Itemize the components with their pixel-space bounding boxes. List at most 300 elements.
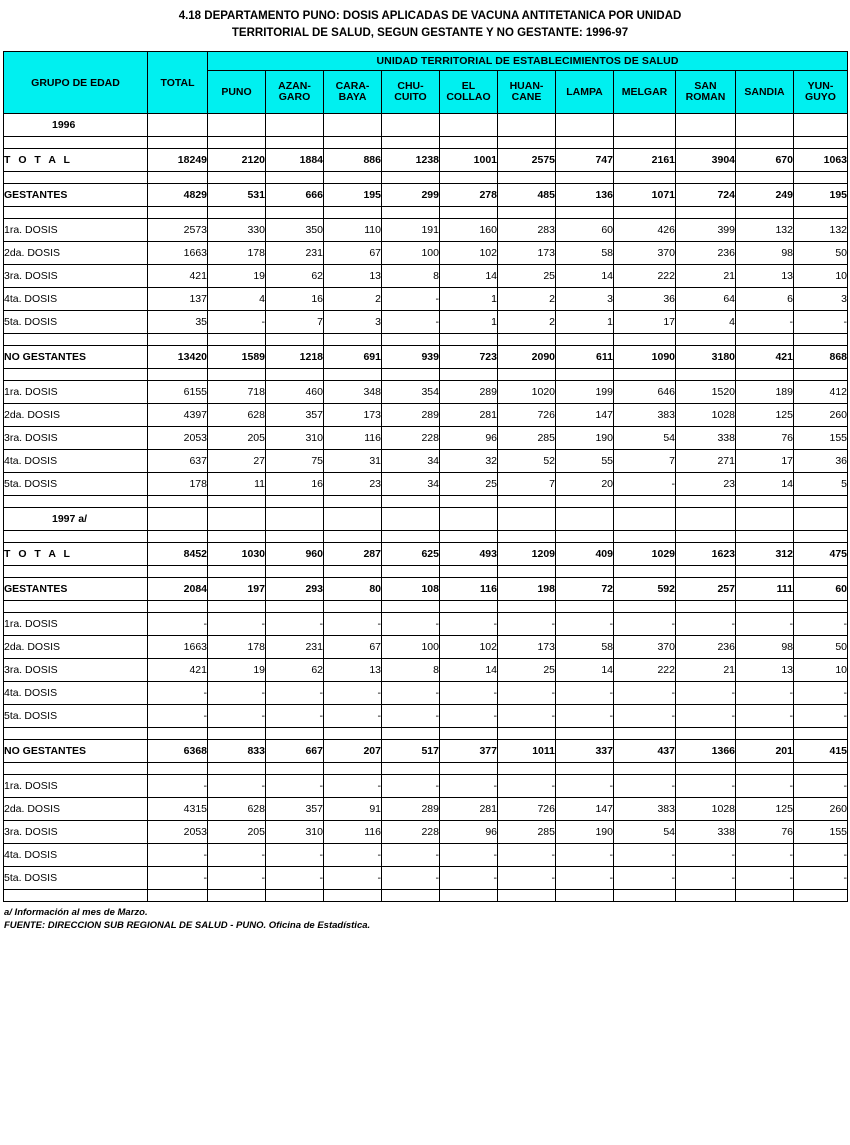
row-value: 485	[498, 184, 556, 207]
row-value: -	[736, 682, 794, 705]
row-value: 178	[148, 473, 208, 496]
spacer-cell	[498, 763, 556, 775]
row-label: 3ra. DOSIS	[4, 659, 148, 682]
row-value: 726	[498, 798, 556, 821]
spacer-cell	[794, 496, 848, 508]
row-value: 2120	[208, 149, 266, 172]
row-value: 31	[324, 450, 382, 473]
spacer-cell	[794, 763, 848, 775]
row-value: 1218	[266, 346, 324, 369]
row-value: 32	[440, 450, 498, 473]
row-value: -	[498, 775, 556, 798]
spacer-cell	[382, 531, 440, 543]
row-value: 939	[382, 346, 440, 369]
spacer-cell	[208, 207, 266, 219]
row-value: 289	[440, 381, 498, 404]
row-value: 155	[794, 427, 848, 450]
row-value: 198	[498, 578, 556, 601]
table-row	[4, 867, 848, 890]
row-value: 60	[794, 578, 848, 601]
row-value: -	[556, 705, 614, 728]
row-value: 10	[794, 265, 848, 288]
row-label: NO GESTANTES	[4, 346, 148, 369]
row-value: -	[614, 473, 676, 496]
header-column-cuito	[382, 71, 440, 114]
spacer-label-cell	[4, 763, 148, 775]
row-value	[208, 114, 266, 137]
spacer-cell	[208, 496, 266, 508]
spacer-cell	[498, 334, 556, 346]
header-column-line2: MELGAR	[621, 85, 668, 98]
row-value: 1663	[148, 636, 208, 659]
header-column-melgar	[614, 71, 676, 114]
row-value: -	[736, 705, 794, 728]
row-value	[676, 114, 736, 137]
row-value: 116	[324, 427, 382, 450]
row-value: -	[498, 705, 556, 728]
spacer-label-cell	[4, 566, 148, 578]
row-value	[794, 114, 848, 137]
row-value: 592	[614, 578, 676, 601]
row-value: 1028	[676, 404, 736, 427]
row-value: -	[324, 705, 382, 728]
header-column-collao	[440, 71, 498, 114]
spacer-label-cell	[4, 531, 148, 543]
row-value: 108	[382, 578, 440, 601]
spacer-cell	[614, 496, 676, 508]
row-value: 437	[614, 740, 676, 763]
table-row	[4, 821, 848, 844]
row-value: 460	[266, 381, 324, 404]
row-value: 125	[736, 404, 794, 427]
page-title	[0, 0, 850, 42]
spacer-cell	[614, 566, 676, 578]
header-column-line2: CUITO	[394, 91, 427, 103]
spacer-cell	[614, 890, 676, 902]
header-column-guyo	[794, 71, 848, 114]
row-value: 337	[556, 740, 614, 763]
row-value: 173	[324, 404, 382, 427]
row-value: 1020	[498, 381, 556, 404]
row-label: 4ta. DOSIS	[4, 450, 148, 473]
title-line-2: TERRITORIAL DE SALUD, SEGUN GESTANTE Y NO GESTANTE: 1996-97	[231, 27, 629, 39]
spacer-cell	[440, 207, 498, 219]
spacer-cell	[266, 890, 324, 902]
spacer-cell	[266, 728, 324, 740]
table-row	[4, 450, 848, 473]
row-value: 173	[498, 636, 556, 659]
row-value: 96	[440, 821, 498, 844]
row-value: 14	[440, 659, 498, 682]
row-value: 628	[208, 798, 266, 821]
row-value: 421	[736, 346, 794, 369]
row-value: 236	[676, 242, 736, 265]
row-value: -	[498, 613, 556, 636]
table-spacer-row	[4, 601, 848, 613]
row-value: 160	[440, 219, 498, 242]
spacer-cell	[676, 207, 736, 219]
row-value: -	[498, 682, 556, 705]
row-value: 54	[614, 821, 676, 844]
row-value: -	[148, 613, 208, 636]
header-column-line2: GARO	[278, 91, 311, 103]
spacer-cell	[498, 531, 556, 543]
row-value: 98	[736, 636, 794, 659]
spacer-cell	[208, 172, 266, 184]
row-value: 23	[324, 473, 382, 496]
row-value: -	[556, 844, 614, 867]
spacer-cell	[208, 728, 266, 740]
spacer-cell	[736, 763, 794, 775]
spacer-cell	[208, 890, 266, 902]
spacer-cell	[676, 890, 736, 902]
data-table	[3, 51, 848, 902]
row-value: 191	[382, 219, 440, 242]
row-value	[440, 114, 498, 137]
row-value: 691	[324, 346, 382, 369]
table-row	[4, 543, 848, 566]
spacer-cell	[148, 137, 208, 149]
header-column-line2: GUYO	[805, 91, 836, 103]
spacer-cell	[324, 890, 382, 902]
row-value: -	[614, 705, 676, 728]
spacer-label-cell	[4, 137, 148, 149]
row-value: 178	[208, 636, 266, 659]
row-value: -	[736, 844, 794, 867]
row-value: -	[614, 682, 676, 705]
row-value: 100	[382, 636, 440, 659]
row-value: 25	[498, 659, 556, 682]
row-value: 228	[382, 821, 440, 844]
row-value: 231	[266, 636, 324, 659]
header-span-unidad: UNIDAD TERRITORIAL DE ESTABLECIMIENTOS DE SALUD	[208, 52, 848, 71]
row-value: 14	[736, 473, 794, 496]
row-value: 205	[208, 821, 266, 844]
row-value: 4	[676, 311, 736, 334]
row-value: 102	[440, 242, 498, 265]
spacer-cell	[148, 890, 208, 902]
row-value: 724	[676, 184, 736, 207]
row-label: 1997 a/	[4, 508, 148, 531]
row-value: 1884	[266, 149, 324, 172]
row-value: 625	[382, 543, 440, 566]
row-value: 1011	[498, 740, 556, 763]
spacer-cell	[440, 566, 498, 578]
row-value: 370	[614, 242, 676, 265]
spacer-cell	[556, 566, 614, 578]
row-value: 25	[498, 265, 556, 288]
table-row	[4, 578, 848, 601]
row-value: 260	[794, 798, 848, 821]
table-row	[4, 705, 848, 728]
row-value: -	[382, 682, 440, 705]
row-value: 16	[266, 473, 324, 496]
spacer-cell	[676, 601, 736, 613]
row-value: 50	[794, 636, 848, 659]
row-value: -	[382, 844, 440, 867]
spacer-cell	[498, 496, 556, 508]
row-value: 257	[676, 578, 736, 601]
row-value: 55	[556, 450, 614, 473]
row-value: -	[440, 613, 498, 636]
row-value: -	[736, 613, 794, 636]
spacer-cell	[440, 496, 498, 508]
spacer-cell	[736, 137, 794, 149]
row-value: 76	[736, 427, 794, 450]
spacer-cell	[208, 334, 266, 346]
spacer-label-cell	[4, 496, 148, 508]
row-value: 338	[676, 427, 736, 450]
row-value: -	[382, 311, 440, 334]
row-value: 1520	[676, 381, 736, 404]
header-column-garo	[266, 71, 324, 114]
row-value: -	[266, 613, 324, 636]
row-value	[208, 508, 266, 531]
row-value	[614, 508, 676, 531]
row-label: 1996	[4, 114, 148, 137]
row-value: 833	[208, 740, 266, 763]
table-row	[4, 219, 848, 242]
spacer-cell	[266, 496, 324, 508]
row-value: 1366	[676, 740, 736, 763]
row-value: 3	[794, 288, 848, 311]
row-value: -	[382, 867, 440, 890]
table-row	[4, 184, 848, 207]
spacer-cell	[382, 334, 440, 346]
row-value	[676, 508, 736, 531]
row-value: 2	[498, 311, 556, 334]
header-column-line1: YUN-	[807, 80, 834, 92]
spacer-cell	[614, 531, 676, 543]
spacer-cell	[556, 369, 614, 381]
header-column-line2: LAMPA	[566, 85, 603, 98]
spacer-cell	[614, 207, 676, 219]
row-value: 18249	[148, 149, 208, 172]
spacer-cell	[324, 496, 382, 508]
row-value: 20	[556, 473, 614, 496]
row-value: 21	[676, 265, 736, 288]
spacer-cell	[556, 334, 614, 346]
spacer-cell	[324, 601, 382, 613]
row-label: T O T A L	[4, 543, 148, 566]
row-value: 4315	[148, 798, 208, 821]
row-value: 3	[556, 288, 614, 311]
table-row	[4, 508, 848, 531]
row-value: 7	[266, 311, 324, 334]
row-value: 281	[440, 798, 498, 821]
row-value: -	[382, 288, 440, 311]
table-row	[4, 265, 848, 288]
row-value: 1	[556, 311, 614, 334]
spacer-cell	[266, 334, 324, 346]
row-value	[736, 508, 794, 531]
row-value: 102	[440, 636, 498, 659]
spacer-cell	[382, 496, 440, 508]
footnote-source: FUENTE: DIRECCION SUB REGIONAL DE SALUD - PUNO. Oficina de Estadística.	[4, 920, 371, 931]
row-value: -	[614, 775, 676, 798]
row-value: 228	[382, 427, 440, 450]
spacer-cell	[324, 334, 382, 346]
row-value: -	[676, 613, 736, 636]
row-value: 646	[614, 381, 676, 404]
table-row	[4, 114, 848, 137]
table-row	[4, 149, 848, 172]
row-value: -	[556, 682, 614, 705]
row-value: 75	[266, 450, 324, 473]
row-value: 283	[498, 219, 556, 242]
spacer-cell	[266, 207, 324, 219]
spacer-cell	[324, 763, 382, 775]
row-value: -	[208, 705, 266, 728]
row-value: -	[556, 867, 614, 890]
spacer-cell	[382, 172, 440, 184]
table-row	[4, 427, 848, 450]
spacer-label-cell	[4, 207, 148, 219]
row-value: -	[324, 844, 382, 867]
title-line-1: 4.18 DEPARTAMENTO PUNO: DOSIS APLICADAS DE VACUNA ANTITETANICA POR UNIDAD	[178, 10, 682, 22]
header-column-line1: SAN	[694, 80, 717, 92]
row-value: -	[676, 775, 736, 798]
row-value: -	[208, 775, 266, 798]
spacer-cell	[736, 496, 794, 508]
spacer-cell	[382, 207, 440, 219]
spacer-cell	[266, 601, 324, 613]
row-value: 310	[266, 427, 324, 450]
table-row	[4, 659, 848, 682]
spacer-cell	[208, 601, 266, 613]
row-value: 72	[556, 578, 614, 601]
spacer-cell	[556, 172, 614, 184]
row-value: 21	[676, 659, 736, 682]
table-row	[4, 404, 848, 427]
row-value	[382, 114, 440, 137]
spacer-cell	[736, 172, 794, 184]
row-label: 5ta. DOSIS	[4, 705, 148, 728]
row-value	[324, 508, 382, 531]
spacer-cell	[736, 531, 794, 543]
spacer-cell	[556, 207, 614, 219]
row-value: -	[208, 844, 266, 867]
row-value: 1071	[614, 184, 676, 207]
row-value: -	[676, 844, 736, 867]
spacer-cell	[794, 601, 848, 613]
row-value: 155	[794, 821, 848, 844]
table-row	[4, 775, 848, 798]
table-row	[4, 844, 848, 867]
spacer-cell	[498, 207, 556, 219]
spacer-cell	[794, 172, 848, 184]
spacer-cell	[324, 137, 382, 149]
row-value: -	[614, 844, 676, 867]
row-value: 1663	[148, 242, 208, 265]
header-column-puno	[208, 71, 266, 114]
row-value: 517	[382, 740, 440, 763]
spacer-cell	[736, 369, 794, 381]
spacer-cell	[148, 601, 208, 613]
row-label: 2da. DOSIS	[4, 636, 148, 659]
header-column-line1: EL	[461, 80, 476, 92]
row-value: 100	[382, 242, 440, 265]
spacer-cell	[614, 172, 676, 184]
spacer-cell	[736, 728, 794, 740]
row-value: 54	[614, 427, 676, 450]
row-value: 222	[614, 265, 676, 288]
row-value: 249	[736, 184, 794, 207]
spacer-cell	[498, 137, 556, 149]
spacer-cell	[676, 369, 736, 381]
row-value: 310	[266, 821, 324, 844]
row-value: 3904	[676, 149, 736, 172]
row-value: 357	[266, 404, 324, 427]
row-value: -	[676, 705, 736, 728]
spacer-cell	[440, 763, 498, 775]
row-value: 14	[440, 265, 498, 288]
row-label: 1ra. DOSIS	[4, 613, 148, 636]
table-spacer-row	[4, 369, 848, 381]
spacer-cell	[208, 531, 266, 543]
row-value: 91	[324, 798, 382, 821]
row-value: 531	[208, 184, 266, 207]
row-value: 2084	[148, 578, 208, 601]
row-value: 409	[556, 543, 614, 566]
row-value: 747	[556, 149, 614, 172]
row-value: 136	[556, 184, 614, 207]
row-value: 312	[736, 543, 794, 566]
row-value: -	[556, 775, 614, 798]
row-value: -	[440, 705, 498, 728]
row-value: -	[208, 867, 266, 890]
table-spacer-row	[4, 207, 848, 219]
row-label: 4ta. DOSIS	[4, 682, 148, 705]
spacer-cell	[440, 172, 498, 184]
row-value	[794, 508, 848, 531]
row-value: 1028	[676, 798, 736, 821]
table-spacer-row	[4, 334, 848, 346]
row-value: 2	[324, 288, 382, 311]
table-spacer-row	[4, 137, 848, 149]
spacer-cell	[556, 137, 614, 149]
row-label: 5ta. DOSIS	[4, 311, 148, 334]
row-value: -	[208, 311, 266, 334]
row-value: 1238	[382, 149, 440, 172]
row-value: -	[794, 682, 848, 705]
spacer-cell	[208, 369, 266, 381]
row-value: -	[676, 682, 736, 705]
row-value: 19	[208, 265, 266, 288]
spacer-cell	[148, 566, 208, 578]
row-value: -	[676, 867, 736, 890]
row-value: 293	[266, 578, 324, 601]
row-value: -	[148, 705, 208, 728]
row-value: -	[148, 682, 208, 705]
header-column-line1: CHU-	[397, 80, 424, 92]
row-value: -	[148, 844, 208, 867]
row-value: 1623	[676, 543, 736, 566]
row-value: 348	[324, 381, 382, 404]
row-value: 199	[556, 381, 614, 404]
row-value: 278	[440, 184, 498, 207]
row-value: 350	[266, 219, 324, 242]
row-value	[556, 508, 614, 531]
row-value: 383	[614, 404, 676, 427]
spacer-cell	[440, 369, 498, 381]
row-value: 2053	[148, 427, 208, 450]
header-column-line2: BAYA	[338, 91, 367, 103]
spacer-cell	[266, 566, 324, 578]
row-value: 1030	[208, 543, 266, 566]
row-value: 98	[736, 242, 794, 265]
spacer-cell	[498, 890, 556, 902]
